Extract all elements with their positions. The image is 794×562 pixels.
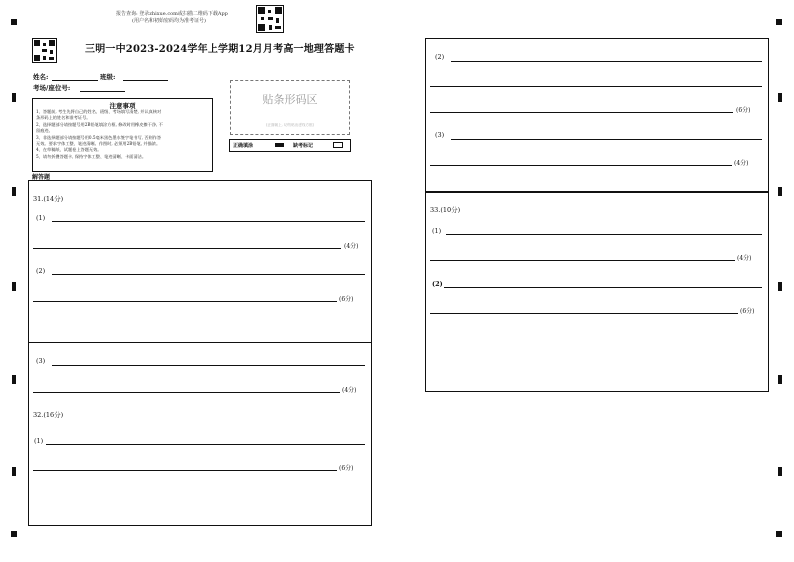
- section-label: 解答题: [32, 174, 51, 181]
- notice-line: 5、请勿折叠答题卡, 保持字体工整、笔迹清晰、卡面清洁。: [36, 153, 147, 159]
- q32-part2-score: (6分): [736, 107, 751, 114]
- q33-answer-line[interactable]: [444, 287, 762, 288]
- report-query-note: (用户名和初始密码均为准考证号): [132, 18, 206, 24]
- seat-field[interactable]: [80, 91, 125, 92]
- q32-answer-line[interactable]: [46, 444, 365, 445]
- notice-line: 1、答题前, 考生先将自己的姓名、班级、考场填写清楚, 并认真核对: [36, 109, 162, 114]
- q31-answer-line[interactable]: [33, 392, 340, 393]
- q32-answer-line[interactable]: [33, 470, 337, 471]
- missing-exam-label: 缺考标记: [293, 143, 314, 149]
- q31-part2-score: (6分): [339, 296, 354, 303]
- registration-mark-bottom-left: [11, 531, 17, 537]
- answer-box-q31: [28, 180, 372, 343]
- registration-mark-top-left: [11, 19, 17, 25]
- missing-exam-checkbox[interactable]: [333, 142, 343, 148]
- name-field[interactable]: [52, 80, 98, 81]
- notice-body: [36, 109, 210, 160]
- timing-bar-left: [12, 282, 16, 291]
- q31-answer-line[interactable]: [33, 301, 337, 302]
- q31-answer-line[interactable]: [52, 274, 365, 275]
- q33-answer-line[interactable]: [446, 234, 762, 235]
- timing-bar-right: [778, 375, 782, 384]
- answer-box-q31-q32: [28, 342, 372, 526]
- q31-answer-line[interactable]: [33, 248, 341, 249]
- q31-title: 31.(14分): [33, 195, 64, 203]
- notice-line: 4、在草稿纸、试题卷上答题无效。: [36, 147, 102, 153]
- timing-bar-left: [12, 375, 16, 384]
- q32-title: 32.(16分): [33, 411, 64, 419]
- registration-mark-top-right: [776, 19, 782, 25]
- timing-bar-left: [12, 467, 16, 476]
- q32-answer-line[interactable]: [451, 139, 762, 140]
- notice-line: 无效。要求字体工整、笔迹清晰。作图时, 必须用2B铅笔, 并描浓。: [36, 141, 161, 147]
- registration-mark-bottom-right: [776, 531, 782, 537]
- timing-bar-right: [778, 282, 782, 291]
- answer-box-q33: [425, 192, 769, 392]
- q33-part1-label: (1): [432, 227, 442, 235]
- correct-fill-sample: [275, 143, 284, 147]
- q31-answer-line[interactable]: [52, 365, 365, 366]
- notice-box: [32, 98, 213, 172]
- fill-legend: [229, 139, 351, 152]
- notice-line: 2、选择题部分请按题号用2B铅笔填涂方框, 修改时用橡皮擦干净, 不: [36, 121, 163, 127]
- notice-line: 留痕迹。: [36, 128, 53, 134]
- q31-part3-label: (3): [36, 357, 46, 365]
- q33-part1-score: (4分): [737, 255, 752, 262]
- q31-part2-label: (2): [36, 267, 46, 275]
- q31-part3-score: (4分): [342, 387, 357, 394]
- q32-answer-line[interactable]: [430, 112, 733, 113]
- q32-part1-label: (1): [34, 437, 44, 445]
- report-query-text: 报告查询: 登录zhixue.com或扫描二维码下载App: [116, 11, 228, 17]
- q31-part1-score: (4分): [344, 243, 359, 250]
- timing-bar-right: [778, 467, 782, 476]
- notice-title: 注意事项: [109, 102, 136, 110]
- timing-bar-right: [778, 187, 782, 196]
- q33-title: 33.(10分): [430, 206, 461, 214]
- timing-bar-right: [778, 93, 782, 102]
- name-label: 姓名:: [33, 73, 49, 81]
- barcode-note: (正面朝上, 切勿贴出虚线方框): [265, 123, 315, 127]
- class-label: 班级:: [100, 73, 116, 81]
- q32-answer-line[interactable]: [430, 86, 762, 87]
- q32-part3-label: (3): [435, 131, 445, 139]
- timing-bar-left: [12, 187, 16, 196]
- timing-bar-left: [12, 93, 16, 102]
- correct-fill-label: 正确填涂: [233, 143, 254, 149]
- q33-answer-line[interactable]: [430, 260, 735, 261]
- barcode-title: 贴条形码区: [262, 93, 318, 106]
- q33-part2-label: (2): [432, 280, 443, 288]
- q32-part2-label: (2): [435, 53, 445, 61]
- student-qr-code: [32, 38, 57, 63]
- q32-answer-line[interactable]: [451, 61, 762, 62]
- notice-line: 3、非选择题部分请按题号用0.5毫米黑色墨水签字笔书写, 否则作答: [36, 134, 162, 140]
- notice-line: 条形码上的姓名和准考证号。: [36, 115, 91, 121]
- q33-answer-line[interactable]: [430, 313, 738, 314]
- q31-part1-label: (1): [36, 214, 46, 222]
- q32-part3-score: (4分): [734, 160, 749, 167]
- q32-answer-line[interactable]: [430, 165, 732, 166]
- seat-label: 考场/座位号:: [33, 84, 71, 92]
- q31-answer-line[interactable]: [52, 221, 365, 222]
- q33-part2-score: (6分): [740, 308, 755, 315]
- app-qr-code: [256, 5, 284, 33]
- exam-title: 三明一中2023-2024学年上学期12月月考高一地理答题卡: [85, 44, 355, 55]
- q32-part1-score: (6分): [339, 465, 354, 472]
- class-field[interactable]: [123, 80, 168, 81]
- barcode-area: [230, 80, 350, 135]
